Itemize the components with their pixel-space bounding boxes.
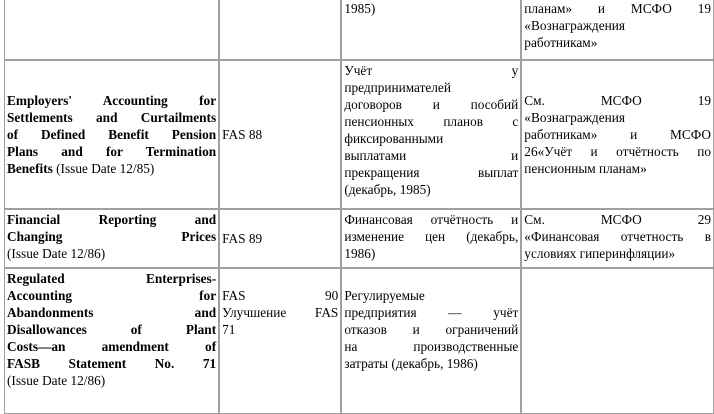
issue-date: (Issue Date 12/85)	[56, 161, 155, 176]
standard-title-line: Accounting for	[7, 288, 217, 303]
ifrs-reference-cell	[521, 268, 714, 414]
ifrs-line: условиях гиперинфляции»	[524, 246, 676, 261]
ifrs-line: планам» и МСФО 19	[524, 1, 711, 16]
fas-number: 71	[222, 322, 236, 337]
standard-title-line: Disallowances of Plant	[7, 322, 217, 337]
ifrs-line: «Вознаграждения	[524, 110, 625, 125]
standard-title-line: Settlements and Curtailments	[7, 110, 217, 125]
table-row	[4, 0, 714, 60]
fas-number: FAS 88	[222, 127, 263, 142]
fas-number: FAS 90	[222, 288, 339, 303]
russian-title-line: договоров и пособий	[344, 97, 519, 112]
ifrs-line: «Финансовая отчетность в	[524, 229, 711, 244]
fas-number-cell	[219, 268, 341, 414]
russian-title-line: предприятия — учёт	[344, 305, 519, 320]
issue-date: (Issue Date 12/86)	[7, 373, 106, 388]
russian-title-line: отказов и ограничений	[344, 322, 519, 337]
standards-comparison-table	[4, 0, 714, 414]
russian-title-line: затраты (декабрь, 1986)	[344, 356, 478, 371]
standard-title-cell	[4, 60, 219, 209]
russian-title-line: прекращения выплат	[344, 165, 519, 180]
standard-title-cell	[4, 268, 219, 414]
russian-title-line: фиксированными	[344, 131, 444, 146]
issue-date: (Issue Date 12/86)	[7, 246, 106, 261]
standard-title-line: Regulated Enterprises-	[7, 271, 217, 286]
ifrs-line: См. МСФО 19	[524, 93, 711, 108]
russian-title-line: изменение цен (декабрь,	[344, 229, 519, 244]
standard-title-last-line	[7, 160, 216, 177]
table-row	[4, 268, 714, 414]
standard-title-cell	[4, 0, 219, 60]
russian-title-cell	[341, 0, 521, 60]
russian-title-cell	[341, 268, 521, 414]
fas-number: Улучшение FAS	[222, 305, 339, 320]
standard-title-cell	[4, 209, 219, 268]
standard-title-line: Employers' Accounting for	[7, 93, 217, 108]
standard-title-line: Changing Prices	[7, 229, 217, 244]
ifrs-line: 26«Учёт и отчётность по	[524, 144, 711, 159]
standard-title-line: of Defined Benefit Pension	[7, 127, 217, 142]
russian-title-cell	[341, 209, 521, 268]
russian-title-line: Учёт у	[344, 63, 519, 78]
russian-title-line: на производственные	[344, 339, 519, 354]
ifrs-reference-cell	[521, 0, 714, 60]
ifrs-line: работникам»	[524, 35, 598, 50]
ifrs-line: «Вознаграждения	[524, 18, 625, 33]
russian-title-line: выплатами и	[344, 148, 519, 163]
russian-title-line: Регулируемые	[344, 288, 425, 303]
russian-title-cell	[341, 60, 521, 209]
standard-title-line: Benefits	[7, 161, 53, 176]
standard-title-line: Financial Reporting and	[7, 212, 217, 227]
russian-title-line: 1985)	[344, 1, 376, 16]
table-row	[4, 60, 714, 209]
standard-title-line: Plans and for Termination	[7, 144, 217, 159]
russian-title-line: предпринимателей	[344, 80, 451, 95]
ifrs-reference-cell	[521, 209, 714, 268]
standard-title-line: FASB Statement No. 71	[7, 356, 217, 371]
standard-title-line: Abandonments and	[7, 305, 217, 320]
ifrs-reference-cell	[521, 60, 714, 209]
fas-number-cell	[219, 209, 341, 268]
fas-number-cell	[219, 0, 341, 60]
table-row	[4, 209, 714, 268]
ifrs-line: См. МСФО 29	[524, 212, 711, 227]
russian-title-line: (декабрь, 1985)	[344, 182, 431, 197]
russian-title-line: пенсионных планов с	[344, 114, 519, 129]
russian-title-line: Финансовая отчётность и	[344, 212, 519, 227]
standard-title-line: Costs—an amendment of	[7, 339, 217, 354]
fas-number-cell	[219, 60, 341, 209]
fas-number: FAS 89	[222, 231, 263, 246]
ifrs-line: пенсионным планам»	[524, 161, 647, 176]
ifrs-line: работникам» и МСФО	[524, 127, 711, 142]
russian-title-line: 1986)	[344, 246, 376, 261]
